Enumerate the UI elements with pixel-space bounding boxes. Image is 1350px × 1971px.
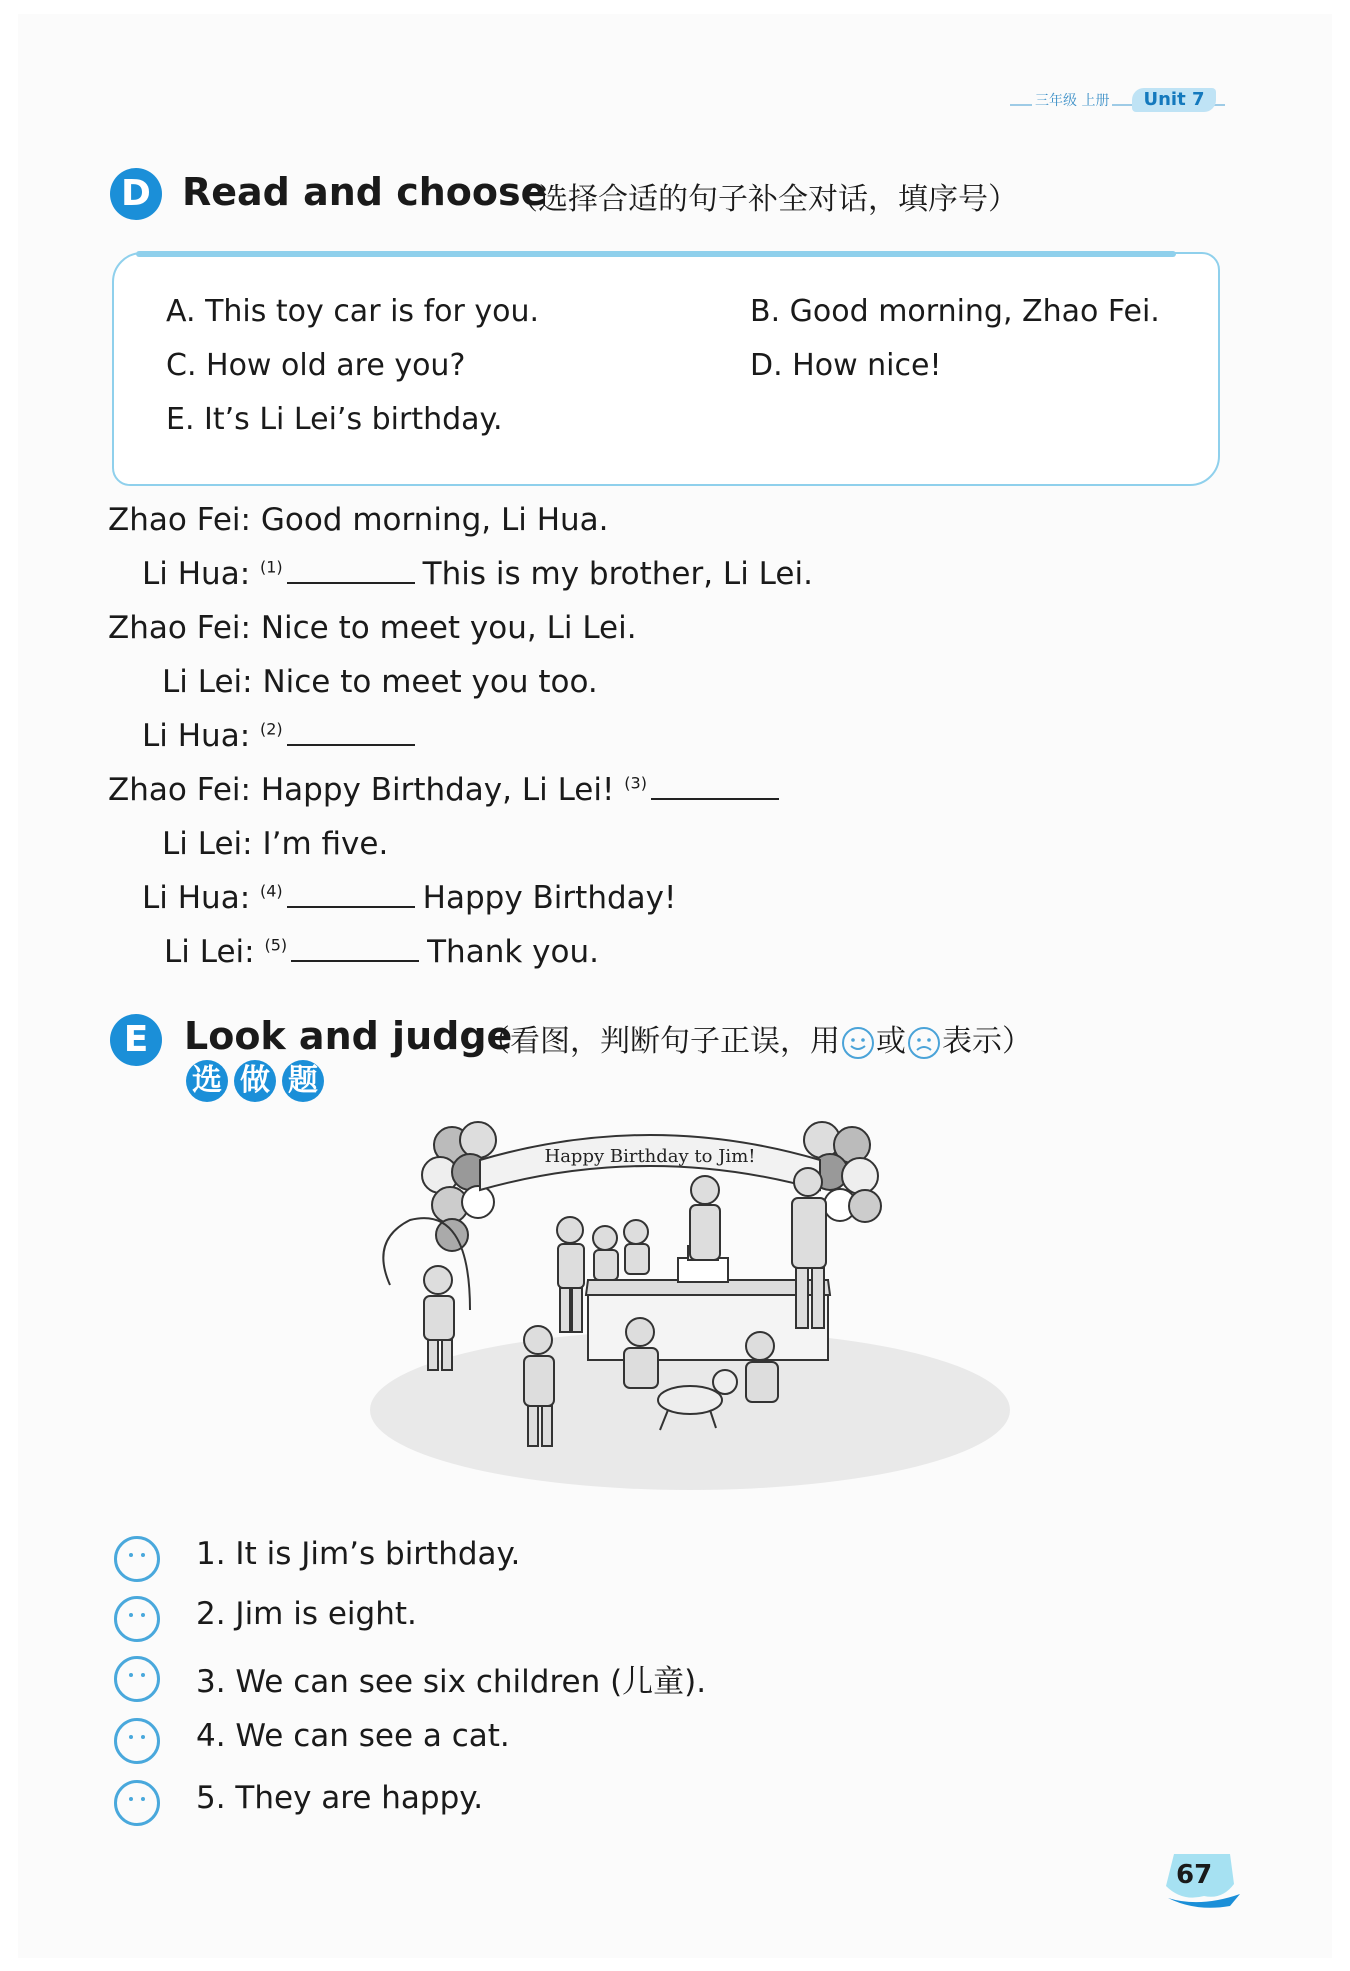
blank-number: (1) bbox=[260, 557, 283, 577]
dialogue-line-7 bbox=[162, 826, 388, 862]
blank-number: (4) bbox=[260, 881, 283, 901]
optional-tag bbox=[186, 1060, 330, 1104]
answer-blank-2[interactable] bbox=[287, 744, 415, 746]
line-text: Happy Birthday! bbox=[422, 880, 677, 916]
dialogue-line-8 bbox=[142, 880, 676, 916]
unit-label: Unit 7 bbox=[1132, 88, 1216, 112]
line-text: Happy Birthday, Li Lei! bbox=[260, 772, 615, 808]
speaker: Li Lei: bbox=[162, 664, 253, 700]
section-d-title: Read and choose bbox=[182, 170, 547, 214]
dialogue-line-1 bbox=[108, 502, 609, 538]
dialogue-line-2 bbox=[142, 556, 813, 592]
answer-blank-5[interactable] bbox=[291, 960, 419, 962]
line-text: Nice to meet you too. bbox=[262, 664, 598, 700]
judge-face-3[interactable] bbox=[114, 1656, 160, 1702]
tag-char: 题 bbox=[282, 1060, 324, 1102]
speaker: Li Hua: bbox=[142, 880, 251, 916]
answer-blank-3[interactable] bbox=[651, 798, 779, 800]
answer-blank-4[interactable] bbox=[287, 906, 415, 908]
dialogue-line-9 bbox=[164, 934, 599, 970]
statement-3: 3. We can see six children (儿童). bbox=[196, 1664, 707, 1700]
blank-number: (3) bbox=[624, 773, 647, 793]
dialogue-line-6 bbox=[108, 772, 787, 808]
page-header bbox=[1010, 88, 1230, 114]
section-e-badge: E bbox=[110, 1014, 162, 1066]
speaker: Li Hua: bbox=[142, 718, 251, 754]
option-a: A. This toy car is for you. bbox=[166, 294, 540, 329]
line-text: I’m five. bbox=[262, 826, 389, 862]
statement-4: 4. We can see a cat. bbox=[196, 1718, 510, 1754]
statement-1: 1. It is Jim’s birthday. bbox=[196, 1536, 521, 1572]
subtitle-part: 表示） bbox=[942, 1024, 1032, 1059]
judge-face-4[interactable] bbox=[114, 1718, 160, 1764]
statement-5: 5. They are happy. bbox=[196, 1780, 484, 1816]
line-text: Thank you. bbox=[427, 934, 599, 970]
options-box bbox=[112, 252, 1220, 486]
speaker: Li Hua: bbox=[142, 556, 251, 592]
blank-number: (5) bbox=[264, 935, 288, 955]
dialogue-line-5 bbox=[142, 718, 423, 754]
subtitle-part: （看图，判断句子正误，用 bbox=[480, 1024, 840, 1059]
option-e: E. It’s Li Lei’s birthday. bbox=[166, 402, 503, 437]
smile-face-icon bbox=[840, 1025, 876, 1061]
section-e-subtitle bbox=[480, 1016, 1032, 1061]
judge-face-5[interactable] bbox=[114, 1780, 160, 1826]
line-text: Nice to meet you, Li Lei. bbox=[260, 610, 637, 646]
banner-text: Happy Birthday to Jim! bbox=[544, 1146, 756, 1167]
speaker: Li Lei: bbox=[162, 826, 253, 862]
sad-face-icon bbox=[906, 1025, 942, 1061]
option-b: B. Good morning, Zhao Fei. bbox=[750, 294, 1160, 329]
subtitle-part: 或 bbox=[876, 1024, 906, 1059]
dialogue-line-4 bbox=[162, 664, 598, 700]
options-box-accent bbox=[136, 251, 1176, 257]
speaker: Li Lei: bbox=[164, 934, 255, 970]
statement-2: 2. Jim is eight. bbox=[196, 1596, 417, 1632]
judge-face-1[interactable] bbox=[114, 1536, 160, 1582]
speaker: Zhao Fei: bbox=[108, 772, 251, 808]
birthday-party-illustration bbox=[360, 1110, 1010, 1500]
section-d-badge: D bbox=[110, 168, 162, 220]
section-e-title: Look and judge bbox=[184, 1014, 513, 1058]
page-number bbox=[1160, 1850, 1240, 1910]
line-text: Good morning, Li Hua. bbox=[260, 502, 609, 538]
section-d-subtitle: （选择合适的句子补全对话，填序号） bbox=[508, 182, 1018, 217]
page-number-text: 67 bbox=[1176, 1860, 1213, 1890]
grade-label: 三年级 上册 bbox=[1032, 90, 1112, 110]
tag-char: 做 bbox=[234, 1060, 276, 1102]
tag-char: 选 bbox=[186, 1060, 228, 1102]
speaker: Zhao Fei: bbox=[108, 610, 251, 646]
answer-blank-1[interactable] bbox=[287, 582, 415, 584]
dialogue-line-3 bbox=[108, 610, 637, 646]
line-text: This is my brother, Li Lei. bbox=[422, 556, 813, 592]
speaker: Zhao Fei: bbox=[108, 502, 251, 538]
blank-number: (2) bbox=[260, 719, 283, 739]
option-c: C. How old are you? bbox=[166, 348, 466, 383]
option-d: D. How nice! bbox=[750, 348, 942, 383]
judge-face-2[interactable] bbox=[114, 1596, 160, 1642]
